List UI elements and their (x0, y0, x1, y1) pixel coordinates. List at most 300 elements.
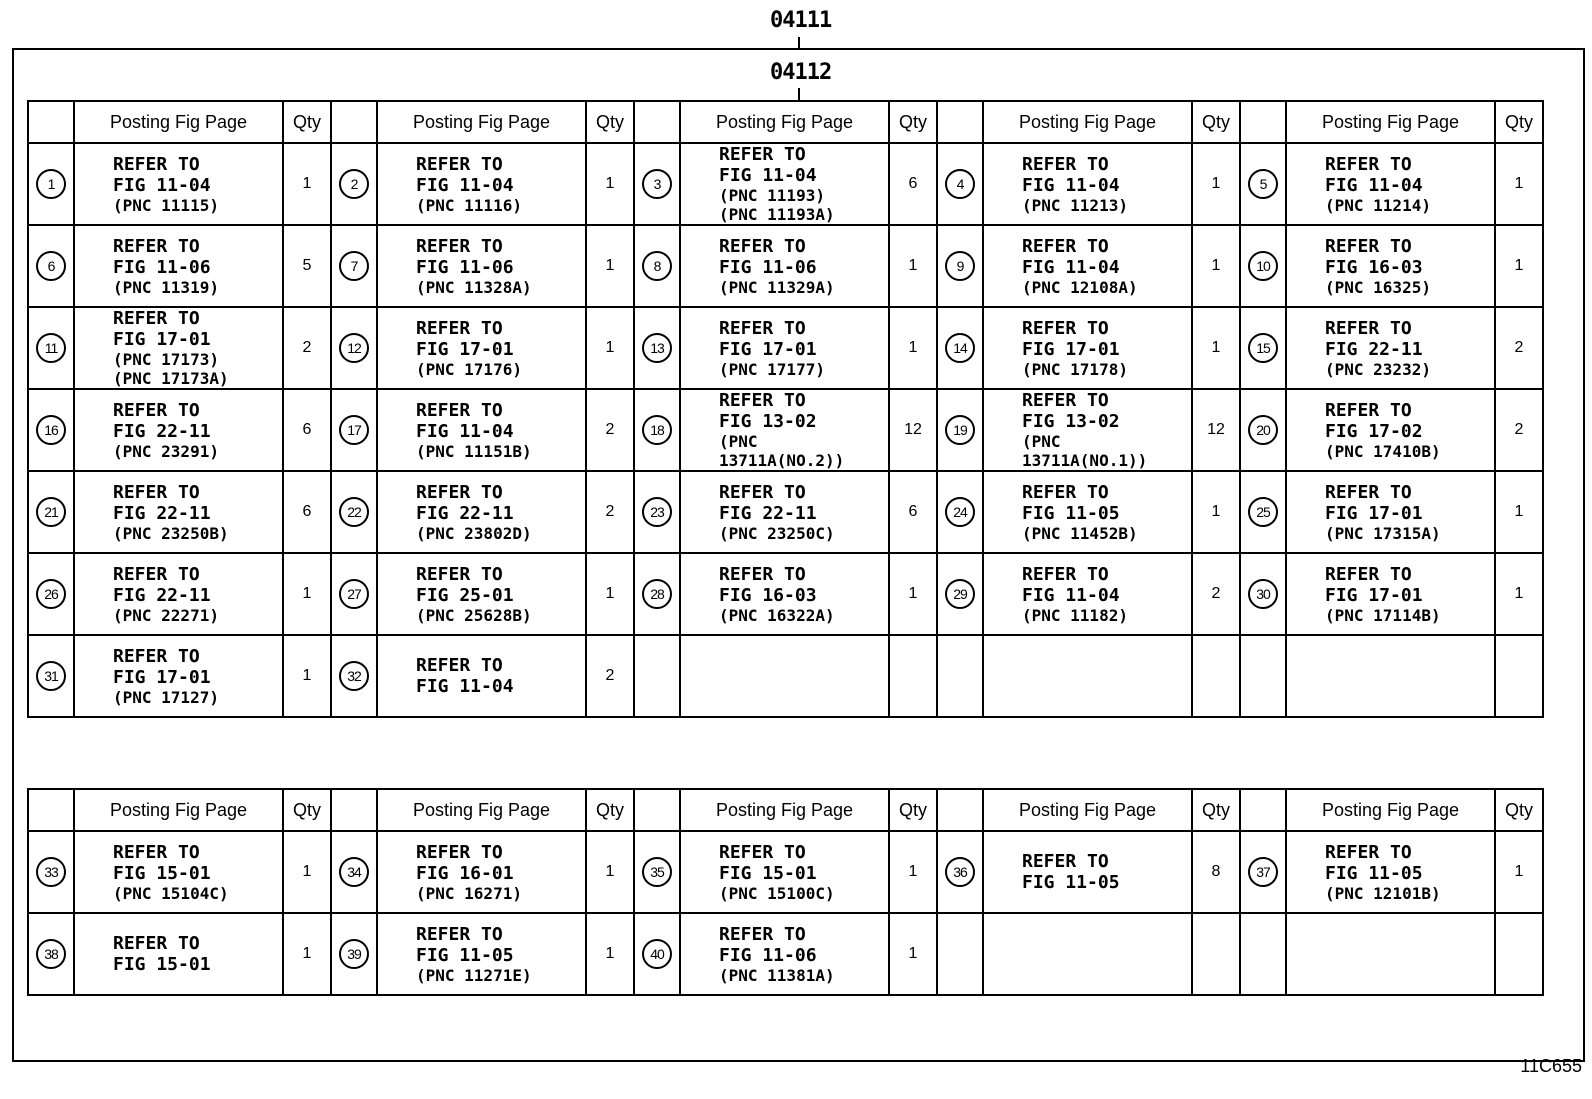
refer-to-label: REFER TO (1022, 317, 1109, 339)
quantity-value: 1 (908, 863, 918, 880)
refer-to-label: REFER TO (113, 399, 200, 421)
quantity-value: 1 (1514, 585, 1524, 602)
callout-number: 26 (36, 579, 66, 609)
posting-fig-page-cell (1286, 471, 1495, 553)
header-posting-fig-page: Posting Fig Page (74, 101, 283, 143)
table-row (28, 225, 1543, 307)
pnc-reference: (PNC 23250C) (719, 523, 835, 543)
refer-to-label: REFER TO (113, 933, 200, 954)
posting-fig-page-cell (74, 553, 283, 635)
pnc-reference: (PNC 16322A) (719, 605, 835, 625)
callout-number-cell (28, 553, 74, 635)
callout-number-cell (28, 225, 74, 307)
qty-cell (283, 389, 331, 471)
refer-to-label: REFER TO (1022, 390, 1109, 411)
pnc-reference: (PNC 23250B) (113, 523, 229, 543)
fig-reference: FIG 11-04 (719, 165, 817, 186)
pnc-reference: (PNC 16325) (1325, 277, 1431, 297)
posting-fig-page-cell (983, 389, 1192, 471)
posting-fig-page-cell (377, 553, 586, 635)
reference-text (378, 400, 585, 461)
refer-to-label: REFER TO (416, 655, 503, 676)
refer-to-label: REFER TO (1325, 153, 1412, 175)
qty-cell (1192, 307, 1240, 389)
fig-reference: FIG 22-11 (416, 502, 514, 524)
reference-text (1287, 564, 1494, 625)
posting-fig-page-cell (680, 307, 889, 389)
callout-number: 3 (642, 169, 672, 199)
refer-to-label: REFER TO (113, 153, 200, 175)
header-posting-fig-page: Posting Fig Page (680, 789, 889, 831)
pnc-reference: (PNC 23802D) (416, 523, 532, 543)
reference-text (1287, 318, 1494, 379)
refer-to-label: REFER TO (113, 563, 200, 585)
header-posting-fig-page: Posting Fig Page (680, 101, 889, 143)
refer-to-label: REFER TO (1022, 235, 1109, 257)
posting-fig-page-cell (680, 635, 889, 717)
quantity-value: 6 (302, 421, 312, 438)
quantity-value: 8 (1211, 863, 1221, 880)
qty-cell (1495, 143, 1543, 225)
reference-text (75, 154, 282, 215)
callout-number: 20 (1248, 415, 1278, 445)
qty-cell (1495, 225, 1543, 307)
refer-to-label: REFER TO (416, 153, 503, 175)
qty-cell (586, 635, 634, 717)
posting-fig-page-cell (983, 635, 1192, 717)
quantity-value: 12 (904, 421, 922, 438)
header-number-cell (937, 789, 983, 831)
diagram-code: 11C655 (1520, 1056, 1582, 1076)
posting-fig-page-cell (1286, 307, 1495, 389)
posting-fig-page-cell (377, 635, 586, 717)
callout-number: 23 (642, 497, 672, 527)
refer-to-label: REFER TO (1325, 563, 1412, 585)
posting-fig-page-cell (983, 471, 1192, 553)
pnc-reference: (PNC 11381A) (719, 965, 835, 985)
parts-reference-table-lower (27, 788, 1544, 996)
fig-reference: FIG 11-04 (416, 420, 514, 442)
reference-text (681, 564, 888, 625)
posting-fig-page-cell (1286, 635, 1495, 717)
callout-number: 18 (642, 415, 672, 445)
posting-fig-page-cell (377, 143, 586, 225)
qty-cell (1192, 913, 1240, 995)
callout-number-cell (634, 471, 680, 553)
posting-fig-page-cell (74, 225, 283, 307)
callout-number-cell (937, 913, 983, 995)
quantity-value: 1 (1211, 257, 1221, 274)
reference-text (378, 154, 585, 215)
pnc-reference: (PNC 17178) (1022, 359, 1128, 379)
fig-reference: FIG 11-04 (1022, 256, 1120, 278)
header-number-cell (28, 101, 74, 143)
posting-fig-page-cell (680, 225, 889, 307)
callout-number-cell (331, 831, 377, 913)
refer-to-label: REFER TO (416, 481, 503, 503)
callout-number-cell (937, 143, 983, 225)
callout-number-cell (28, 471, 74, 553)
callout-number-cell (937, 471, 983, 553)
reference-text (378, 655, 585, 697)
callout-number-cell (634, 389, 680, 471)
callout-number: 35 (642, 857, 672, 887)
table-header-row (28, 789, 1543, 831)
callout-number: 38 (36, 939, 66, 969)
refer-to-label: REFER TO (1022, 153, 1109, 175)
qty-cell (1495, 553, 1543, 635)
table-row (28, 913, 1543, 995)
qty-cell (1495, 471, 1543, 553)
posting-fig-page-cell (983, 143, 1192, 225)
quantity-value: 6 (302, 503, 312, 520)
fig-reference: FIG 11-04 (113, 174, 211, 196)
qty-cell (283, 143, 331, 225)
header-posting-fig-page: Posting Fig Page (1286, 101, 1495, 143)
pnc-reference: (PNC 11151B) (416, 441, 532, 461)
posting-fig-page-cell (1286, 553, 1495, 635)
callout-number: 2 (339, 169, 369, 199)
callout-number: 29 (945, 579, 975, 609)
posting-fig-page-cell (680, 831, 889, 913)
posting-fig-page-cell (377, 471, 586, 553)
quantity-value: 1 (908, 257, 918, 274)
refer-to-label: REFER TO (1022, 851, 1109, 872)
quantity-value: 2 (1211, 585, 1221, 602)
refer-to-label: REFER TO (416, 923, 503, 945)
refer-to-label: REFER TO (416, 563, 503, 585)
pnc-reference: (PNC 11193) (719, 186, 825, 205)
callout-number: 6 (36, 251, 66, 281)
qty-cell (283, 553, 331, 635)
callout-number-cell (331, 553, 377, 635)
fig-reference: FIG 17-01 (113, 329, 211, 350)
refer-to-label: REFER TO (719, 144, 806, 165)
qty-cell (283, 635, 331, 717)
fig-reference: FIG 22-11 (1325, 338, 1423, 360)
qty-cell (1192, 471, 1240, 553)
refer-to-label: REFER TO (719, 923, 806, 945)
posting-fig-page-cell (377, 831, 586, 913)
posting-fig-page-cell (680, 553, 889, 635)
pnc-reference: (PNC 11329A) (719, 277, 835, 297)
fig-reference: FIG 17-01 (1022, 338, 1120, 360)
quantity-value: 1 (302, 175, 312, 192)
fig-reference: FIG 17-01 (1325, 584, 1423, 606)
fig-reference: FIG 13-02 (719, 411, 817, 432)
fig-reference: FIG 17-01 (719, 338, 817, 360)
header-number-cell (331, 101, 377, 143)
callout-number: 11 (36, 333, 66, 363)
fig-reference: FIG 17-01 (1325, 502, 1423, 524)
callout-number: 1 (36, 169, 66, 199)
fig-reference: FIG 17-01 (416, 338, 514, 360)
refer-to-label: REFER TO (1325, 481, 1412, 503)
quantity-value: 1 (1514, 175, 1524, 192)
callout-number-cell (28, 831, 74, 913)
qty-cell (586, 913, 634, 995)
callout-number: 33 (36, 857, 66, 887)
callout-number-cell (28, 389, 74, 471)
callout-number-cell (1240, 225, 1286, 307)
quantity-value: 2 (605, 421, 615, 438)
callout-number-cell (937, 831, 983, 913)
quantity-value: 2 (605, 667, 615, 684)
posting-fig-page-cell (680, 143, 889, 225)
header-number-cell (634, 101, 680, 143)
pnc-reference: (PNC 17173) (113, 350, 219, 369)
table-row (28, 389, 1543, 471)
callout-number-cell (1240, 831, 1286, 913)
qty-cell (889, 831, 937, 913)
reference-text (984, 482, 1191, 543)
pnc-reference: (PNC 15100C) (719, 883, 835, 903)
callout-number: 16 (36, 415, 66, 445)
refer-to-label: REFER TO (113, 645, 200, 667)
fig-reference: FIG 11-04 (1022, 174, 1120, 196)
quantity-value: 1 (605, 339, 615, 356)
qty-cell (1495, 913, 1543, 995)
fig-reference: FIG 15-01 (719, 862, 817, 884)
callout-number: 34 (339, 857, 369, 887)
qty-cell (889, 635, 937, 717)
qty-cell (1192, 831, 1240, 913)
reference-text (378, 564, 585, 625)
callout-number-cell (937, 389, 983, 471)
reference-text (75, 646, 282, 707)
header-number-cell (937, 101, 983, 143)
fig-reference: FIG 11-05 (1022, 502, 1120, 524)
callout-number: 17 (339, 415, 369, 445)
pnc-reference: (PNC 22271) (113, 605, 219, 625)
posting-fig-page-cell (983, 553, 1192, 635)
qty-cell (889, 307, 937, 389)
quantity-value: 1 (302, 945, 312, 962)
posting-fig-page-cell (377, 225, 586, 307)
fig-reference: FIG 16-01 (416, 862, 514, 884)
callout-number-cell (1240, 307, 1286, 389)
pnc-reference: (PNC 15104C) (113, 883, 229, 903)
refer-to-label: REFER TO (113, 481, 200, 503)
posting-fig-page-cell (74, 143, 283, 225)
callout-number-cell (634, 913, 680, 995)
callout-number-cell (331, 307, 377, 389)
refer-to-label: REFER TO (1325, 235, 1412, 257)
pnc-reference: (PNC 11271E) (416, 965, 532, 985)
fig-reference: FIG 11-06 (416, 256, 514, 278)
fig-reference: FIG 11-04 (1325, 174, 1423, 196)
qty-cell (1192, 635, 1240, 717)
refer-to-label: REFER TO (719, 390, 806, 411)
reference-text (75, 400, 282, 461)
pnc-reference: (PNC 11452B) (1022, 523, 1138, 543)
header-qty: Qty (1192, 789, 1240, 831)
posting-fig-page-cell (1286, 143, 1495, 225)
header-qty: Qty (1192, 101, 1240, 143)
qty-cell (283, 913, 331, 995)
quantity-value: 1 (1211, 503, 1221, 520)
reference-text (75, 933, 282, 975)
callout-number: 27 (339, 579, 369, 609)
refer-to-label: REFER TO (416, 399, 503, 421)
qty-cell (889, 225, 937, 307)
refer-to-label: REFER TO (1325, 841, 1412, 863)
callout-number-cell (331, 225, 377, 307)
fig-reference: FIG 13-02 (1022, 411, 1120, 432)
pnc-reference: (PNC 11328A) (416, 277, 532, 297)
callout-number-cell (937, 225, 983, 307)
header-posting-fig-page: Posting Fig Page (377, 789, 586, 831)
fig-reference: FIG 11-05 (416, 944, 514, 966)
callout-number-cell (937, 553, 983, 635)
reference-text (984, 564, 1191, 625)
pnc-reference: (PNC 17173A) (113, 369, 229, 388)
callout-number-cell (331, 143, 377, 225)
fig-reference: FIG 22-11 (113, 502, 211, 524)
callout-number-cell (634, 307, 680, 389)
fig-reference: FIG 11-06 (719, 944, 817, 966)
posting-fig-page-cell (1286, 913, 1495, 995)
qty-cell (889, 913, 937, 995)
refer-to-label: REFER TO (719, 317, 806, 339)
callout-number: 15 (1248, 333, 1278, 363)
table-row (28, 553, 1543, 635)
quantity-value: 1 (302, 667, 312, 684)
callout-number: 5 (1248, 169, 1278, 199)
fig-reference: FIG 17-02 (1325, 420, 1423, 442)
pnc-reference: (PNC 16271) (416, 883, 522, 903)
qty-cell (586, 471, 634, 553)
reference-text (378, 842, 585, 903)
pnc-reference: (PNC 11116) (416, 195, 522, 215)
pnc-reference: (PNC 11319) (113, 277, 219, 297)
posting-fig-page-cell (377, 389, 586, 471)
header-qty: Qty (889, 101, 937, 143)
callout-number: 40 (642, 939, 672, 969)
callout-number: 32 (339, 661, 369, 691)
callout-number: 30 (1248, 579, 1278, 609)
callout-number-cell (634, 143, 680, 225)
pnc-reference: (PNC 11214) (1325, 195, 1431, 215)
reference-text (984, 236, 1191, 297)
qty-cell (283, 831, 331, 913)
reference-text (681, 390, 888, 470)
posting-fig-page-cell (983, 913, 1192, 995)
reference-text (75, 236, 282, 297)
pnc-reference: (PNC 11213) (1022, 195, 1128, 215)
leader-line (798, 88, 800, 100)
posting-fig-page-cell (1286, 389, 1495, 471)
callout-number: 22 (339, 497, 369, 527)
qty-cell (1495, 635, 1543, 717)
header-posting-fig-page: Posting Fig Page (1286, 789, 1495, 831)
header-posting-fig-page: Posting Fig Page (983, 101, 1192, 143)
quantity-value: 1 (908, 585, 918, 602)
quantity-value: 5 (302, 257, 312, 274)
callout-number: 25 (1248, 497, 1278, 527)
callout-number: 7 (339, 251, 369, 281)
reference-text (75, 308, 282, 388)
posting-fig-page-cell (74, 913, 283, 995)
table-row (28, 307, 1543, 389)
reference-text (681, 482, 888, 543)
refer-to-label: REFER TO (113, 841, 200, 863)
pnc-reference: (PNC 17114B) (1325, 605, 1441, 625)
callout-number-cell (331, 389, 377, 471)
callout-number-cell (634, 553, 680, 635)
pnc-reference: (PNC 11182) (1022, 605, 1128, 625)
quantity-value: 6 (908, 175, 918, 192)
header-number-cell (1240, 789, 1286, 831)
fig-reference: FIG 22-11 (113, 584, 211, 606)
pnc-reference: (PNC 17127) (113, 687, 219, 707)
reference-text (378, 318, 585, 379)
qty-cell (889, 389, 937, 471)
quantity-value: 2 (302, 339, 312, 356)
callout-number: 24 (945, 497, 975, 527)
pnc-reference: (PNC 23232) (1325, 359, 1431, 379)
quantity-value: 1 (302, 863, 312, 880)
quantity-value: 1 (1514, 257, 1524, 274)
reference-text (378, 482, 585, 543)
callout-number-cell (634, 635, 680, 717)
callout-number-cell (1240, 913, 1286, 995)
callout-number-cell (634, 225, 680, 307)
pnc-reference: (PNC 17176) (416, 359, 522, 379)
posting-fig-page-cell (377, 307, 586, 389)
callout-number-cell (331, 913, 377, 995)
callout-number-cell (1240, 471, 1286, 553)
qty-cell (283, 225, 331, 307)
fig-reference: FIG 11-06 (719, 256, 817, 278)
callout-number-cell (1240, 143, 1286, 225)
posting-fig-page-cell (680, 913, 889, 995)
qty-cell (889, 143, 937, 225)
qty-cell (1495, 831, 1543, 913)
qty-cell (283, 471, 331, 553)
table-header-row (28, 101, 1543, 143)
quantity-value: 1 (908, 945, 918, 962)
fig-reference: FIG 15-01 (113, 862, 211, 884)
pnc-reference: (PNC 17410B) (1325, 441, 1441, 461)
reference-text (681, 144, 888, 224)
refer-to-label: REFER TO (719, 235, 806, 257)
assembly-code-04111: 04111 (770, 8, 832, 33)
reference-text (681, 236, 888, 297)
callout-number: 31 (36, 661, 66, 691)
quantity-value: 1 (605, 257, 615, 274)
posting-fig-page-cell (74, 389, 283, 471)
qty-cell (889, 553, 937, 635)
reference-text (1287, 482, 1494, 543)
callout-number: 8 (642, 251, 672, 281)
qty-cell (586, 389, 634, 471)
header-posting-fig-page: Posting Fig Page (74, 789, 283, 831)
qty-cell (1192, 143, 1240, 225)
pnc-reference: (PNC 17177) (719, 359, 825, 379)
reference-text (984, 390, 1191, 470)
posting-fig-page-cell (74, 635, 283, 717)
pnc-reference: (PNC 11193A) (719, 205, 835, 224)
reference-text (984, 318, 1191, 379)
fig-reference: FIG 25-01 (416, 584, 514, 606)
refer-to-label: REFER TO (113, 308, 200, 329)
fig-reference: FIG 11-05 (1022, 872, 1120, 893)
table-row (28, 471, 1543, 553)
fig-reference: FIG 11-04 (416, 174, 514, 196)
fig-reference: FIG 22-11 (719, 502, 817, 524)
parts-reference-table-upper (27, 100, 1544, 718)
